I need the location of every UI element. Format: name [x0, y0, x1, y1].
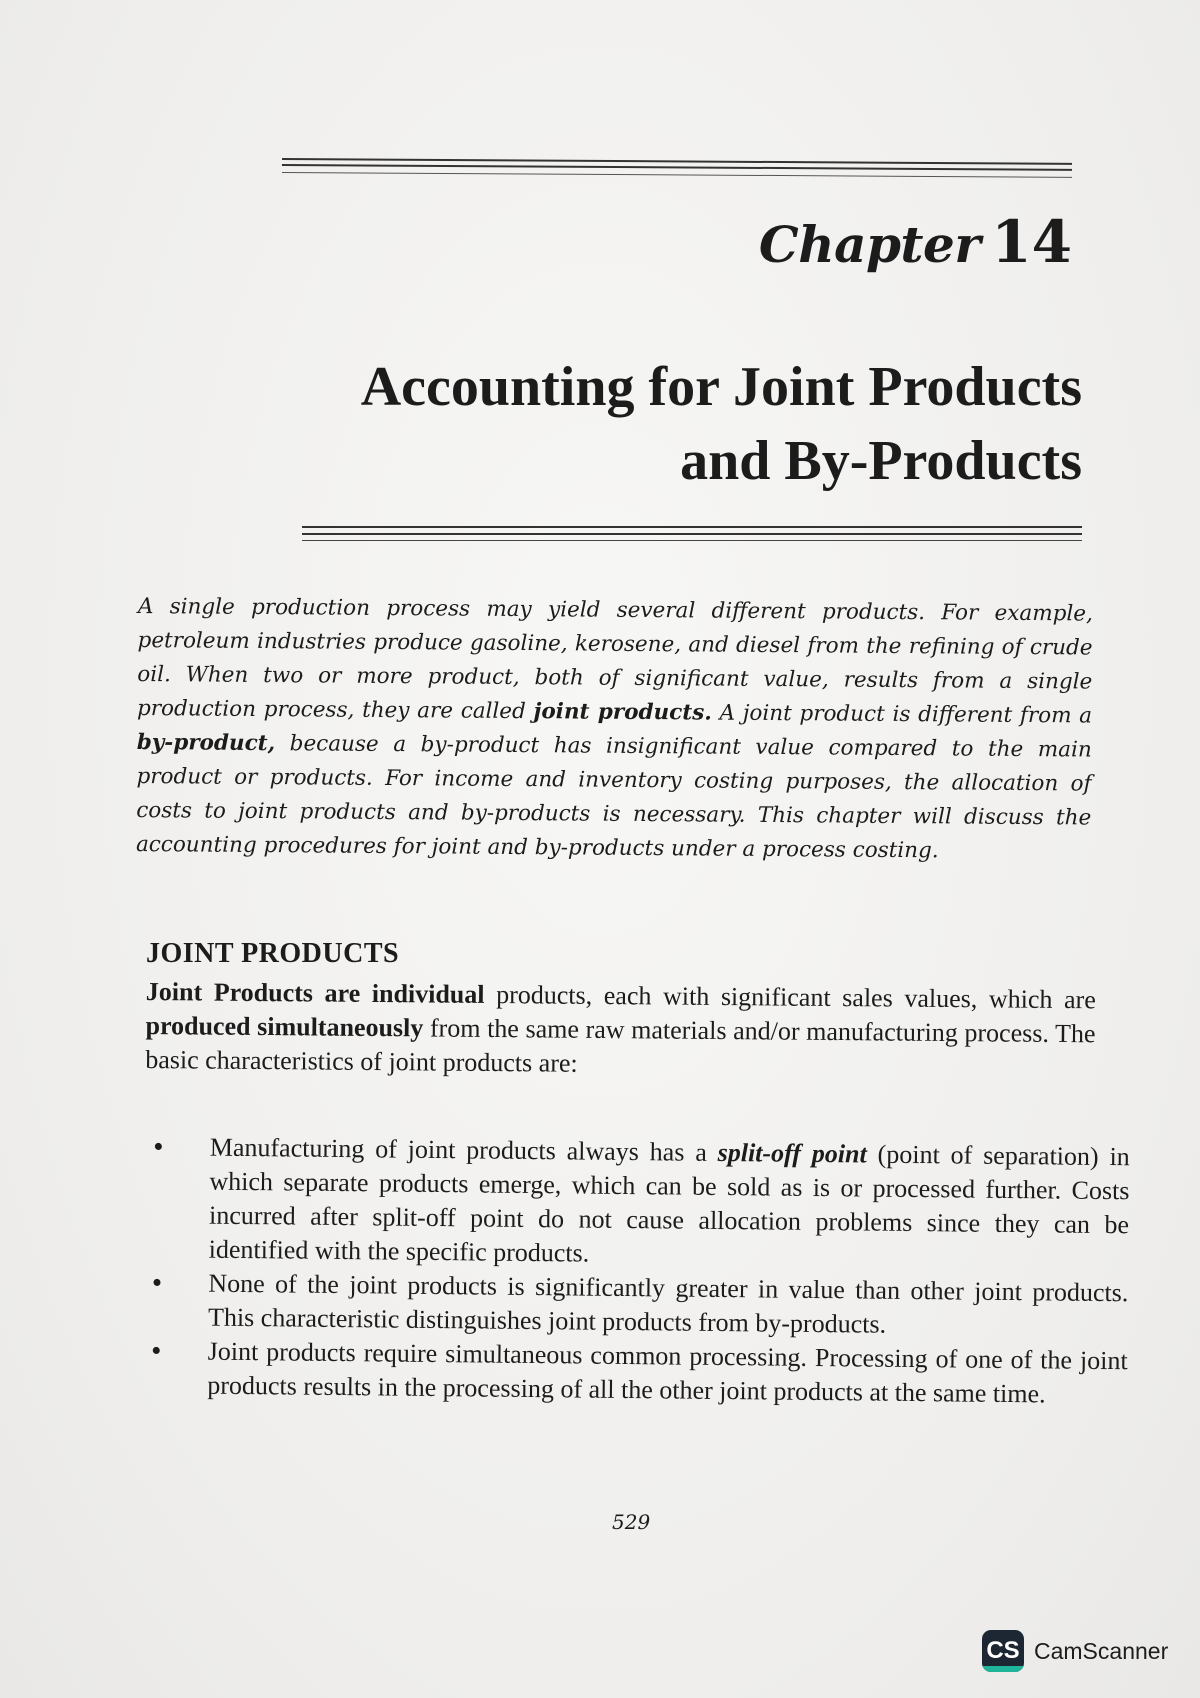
header-double-rule: [282, 158, 1072, 171]
header-thin-rule: [282, 172, 1072, 178]
chapter-title: [182, 350, 1082, 498]
camscanner-name: CamScanner: [1034, 1637, 1169, 1664]
bullet-2-text: None of the joint products is significantly greater in value than other joint products. This characteristic distinguishes joint products from by-products.: [207, 1268, 1129, 1339]
chapter-title-line-2: and By-Products: [680, 430, 1082, 492]
camscanner-logo-icon: CS: [982, 1630, 1024, 1672]
list-item: [148, 1266, 1129, 1344]
section-paragraph: [145, 975, 1096, 1085]
intro-term-joint-products: joint products.: [533, 699, 712, 726]
bullet-dot: •: [153, 1132, 164, 1162]
section-mid-bold: produced simultaneously: [145, 1010, 424, 1043]
chapter-word: Chapter: [758, 215, 981, 274]
intro-text-3: because a by-product has insignificant value compared to the main product or products. For income and inventory costing purposes, the allocation of costs to joint products and by-products is necessary. This chapter will discuss the accounting procedures for joint and by-products under a process costing.: [135, 731, 1092, 864]
list-item: [147, 1334, 1128, 1412]
chapter-number: 14: [991, 208, 1072, 276]
bullet-1-text-b: (point of separation) in which separate products emerge, which can be sold as is or processed further. Costs incurred after split-off point do not cause allocation problems since they can be identified with the specific products.: [208, 1139, 1130, 1268]
bullet-1-text-a: Manufacturing of joint products always has a: [209, 1132, 718, 1167]
intro-text-2: A joint product is different from a: [711, 700, 1093, 729]
title-thin-rule: [302, 540, 1082, 541]
section-text-1: products, each with significant sales values, which are: [484, 979, 1096, 1015]
intro-term-by-product: by-product,: [136, 729, 276, 757]
bullet-3-text: Joint products require simultaneous common processing. Processing of one of the joint products results in the processing of all the other joint products at the same time.: [207, 1336, 1128, 1409]
section-lead-bold: Joint Products are individual: [145, 976, 485, 1009]
intro-paragraph: [136, 590, 1093, 869]
camscanner-watermark: [982, 1630, 1168, 1672]
bullet-dot: •: [151, 1336, 161, 1366]
title-double-rule: [302, 526, 1082, 535]
bullet-1-term: split-off point: [717, 1137, 867, 1169]
bullet-dot: •: [152, 1268, 162, 1298]
list-item: [149, 1130, 1130, 1276]
intro-text-1: A single production process may yield several different products. For example, petroleum industries produce gasoline, kerosene, and diesel from the refining of crude oil. When two or more product, both of significant value, results from a single production process, they are called: [136, 593, 1093, 725]
chapter-label: [759, 208, 1072, 276]
section-heading: JOINT PRODUCTS: [146, 938, 400, 969]
chapter-title-line-1: Accounting for Joint Products: [360, 356, 1082, 418]
page-number: 529: [612, 1510, 651, 1534]
characteristics-list: [147, 1130, 1130, 1412]
section-text-2: from the same raw materials and/or manufacturing process. The basic characteristics of joint products are:: [145, 1013, 1096, 1078]
